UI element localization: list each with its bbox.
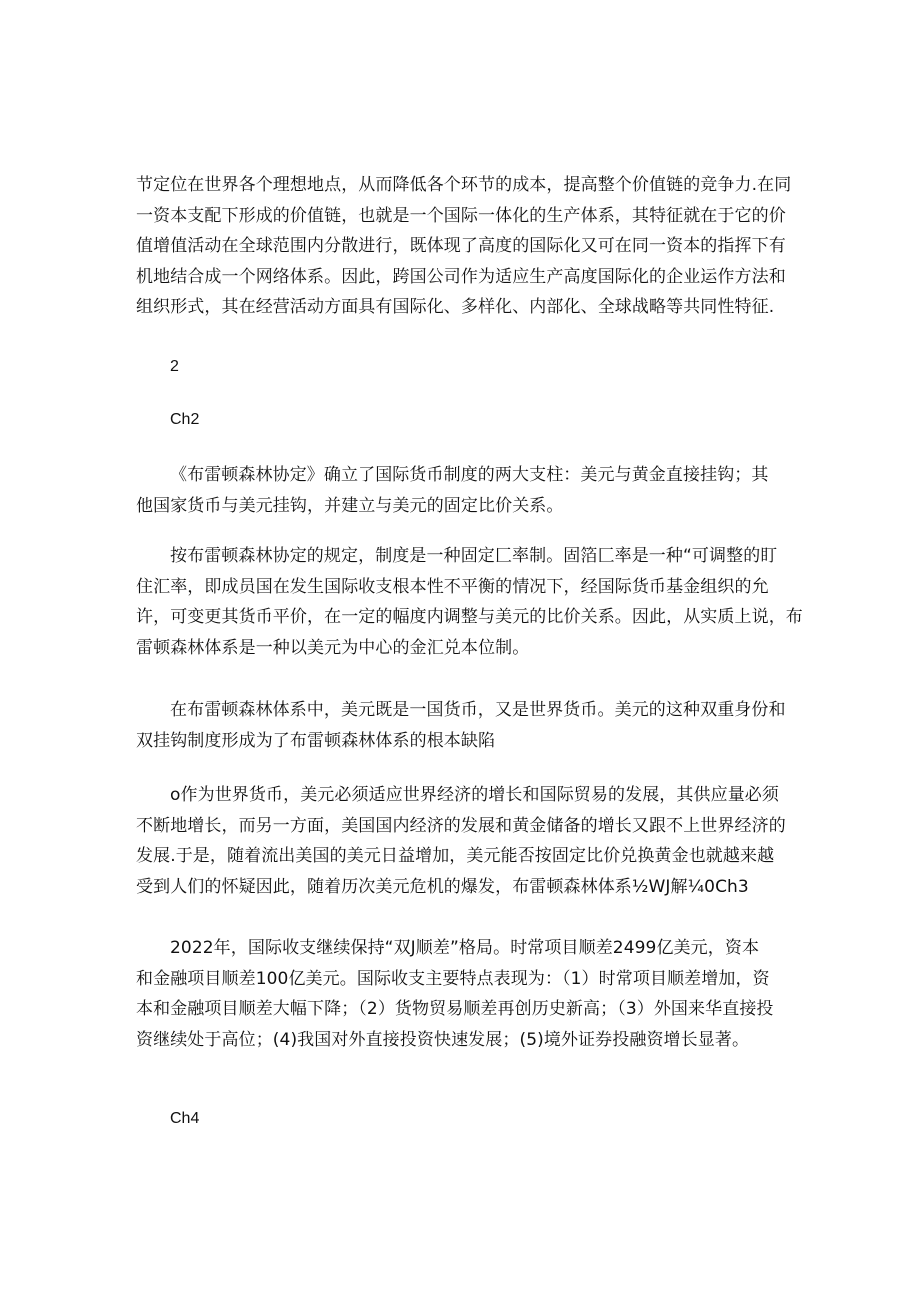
- text-line: 不断地增长，而另一方面，美国国内经济的发展和黄金储备的增长又跟不上世界经济的: [136, 815, 786, 836]
- text-line: 发展.于是，随着流出美国的美元日益增加，美元能否按固定比价兑换黄金也就越来越: [136, 846, 775, 866]
- text-line: 机地结合成一个网络体系。因此，跨国公司作为适应生产高度国际化的企业运作方法和: [136, 266, 786, 287]
- text-line: 雷顿森林体系是一种以美元为中心的金汇兑本位制。: [136, 637, 530, 658]
- text-line: 和金融项目顺差100亿美元。国际收支主要特点表现为：（1）时常项目顺差增加，资: [136, 968, 770, 989]
- text-line: 他国家货币与美元挂钩，并建立与美元的固定比价关系。: [136, 495, 564, 516]
- chapter-heading-ch2: Ch2: [170, 411, 200, 428]
- text-line: 按布雷顿森林协定的规定，制度是一种固定匚率制。固箔匚率是一种“可调整的盯: [170, 546, 778, 566]
- text-line: 一资本支配下形成的价值链，也就是一个国际一体化的生产体系，其特征就在于它的价: [136, 205, 786, 226]
- text-line: o作为世界货币，美元必须适应世界经济的增长和国际贸易的发展，其供应量必须: [170, 785, 779, 805]
- text-line: 值增值活动在全球范围内分散进行，既体现了高度的国际化又可在同一资本的指挥下有: [136, 236, 786, 256]
- paragraph-value-chain: [136, 170, 792, 323]
- page-number: 2: [170, 358, 179, 375]
- paragraph-dollar-supply: [136, 780, 786, 902]
- text-line: 2022年，国际收支继续保持“双J顺差”格局。时常项目顺差2499亿美元，资本: [170, 938, 760, 958]
- text-line: 双挂钩制度形成为了布雷顿森林体系的根本缺陷: [136, 730, 496, 751]
- paragraph-balance-of-payments: [136, 933, 786, 1055]
- text-line: 资继续处于高位；(4)我国对外直接投资快速发展；(5)境外证券投融资增长显著。: [136, 1029, 750, 1050]
- text-line: 组织形式，其在经营活动方面具有国际化、多样化、内部化、全球战略等共同性特征.: [136, 297, 775, 317]
- text-line: 在布雷顿森林体系中，美元既是一国货币，又是世界货币。美元的这种双重身份和: [170, 700, 786, 720]
- paragraph-dollar-dual-role: [136, 695, 786, 756]
- text-line: 许，可变更其货币平价，在一定的幅度内调整与美元的比价关系。因此，从实质上说，布: [136, 607, 803, 627]
- paragraph-exchange-rate-system: [136, 541, 803, 663]
- text-line: 本和金融项目顺差大幅下降；（2）货物贸易顺差再创历史新高；（3）外国来华直接投: [136, 999, 774, 1019]
- text-line: 受到人们的怀疑因此，随着历次美元危机的爆发，布雷顿森林体系½WJ解¼0Ch3: [136, 876, 749, 897]
- text-line: 住汇率，即成员国在发生国际收支根本性不平衡的情况下，经国际货币基金组织的允: [136, 576, 769, 597]
- chapter-heading-ch4: Ch4: [170, 1110, 200, 1127]
- text-line: 节定位在世界各个理想地点，从而降低各个环节的成本，提高整个价值链的竞争力.在同: [136, 175, 792, 195]
- paragraph-bretton-woods-pillars: [136, 460, 786, 521]
- text-line: 《布雷顿森林协定》确立了国际货币制度的两大支柱：美元与黄金直接挂钩；其: [170, 465, 769, 485]
